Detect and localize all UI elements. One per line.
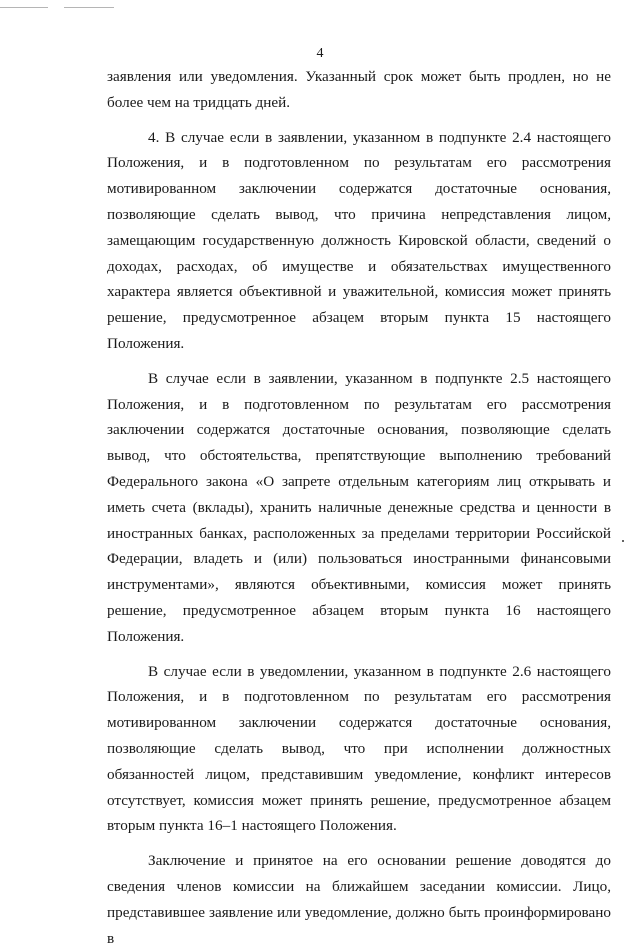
paragraph-conclusion: Заключение и принятое на его основании решение доводятся до сведения членов комиссии на ближайшем заседании комиссии. Лицо, представившее заявление или уведомление, должно быть проинформировано в: [107, 852, 611, 947]
paragraph-subitem-2-6: В случае если в уведомлении, указанном в подпункте 2.6 настоящего Положения, и в подготовленном по результатам его рассмотрения мотивированном заключении содержатся достаточные основания, позволяющие сделать вывод, что при исполнении должностных обязанностей лицом, представившим уведомление, конфликт интересов отсутствует, комиссия может принять решение, предусмотренное абзацем вторым пункта 16–1 настоящего Положения.: [107, 662, 611, 835]
page-number: 4: [316, 46, 324, 61]
paragraph-continuation: заявления или уведомления. Указанный срок может быть продлен, но не более чем на тридцать дней.: [107, 68, 611, 111]
paragraph-item-4: 4. В случае если в заявлении, указанном в подпункте 2.4 настоящего Положения, и в подготовленном по результатам его рассмотрения мотивированном заключении содержатся достаточные основания, позволяющие сделать вывод, что причина непредставления лицом, замещающим государственную должность Кировской области, сведений о доходах, расходах, об имуществе и обязательствах имущественного характера является объективной и уважительной, комиссия может принять решение, предусмотренное абзацем вторым пункта 15 настоящего Положения.: [107, 128, 611, 352]
paragraph-subitem-2-5: В случае если в заявлении, указанном в подпункте 2.5 настоящего Положения, и в подготовленном по результатам его рассмотрения заключении содержатся достаточные основания, позволяющие сделать вывод, что обстоятельства, препятствующие выполнению требований Федерального закона «О запрете отдельным категориям лиц открывать и иметь счета (вклады), хранить наличные денежные средства и ценности в иностранных банках, расположенных за пределами территории Российской Федерации, владеть и (или) пользоваться иностранными финансовыми инструментами», являются объективными, комиссия может принять решение, предусмотренное абзацем вторым пункта 16 настоящего Положения.: [107, 369, 611, 645]
scan-artifact-line: [64, 7, 114, 8]
document-body: [107, 64, 611, 951]
scan-artifact-dot: [622, 540, 624, 542]
scan-artifact-line: [0, 7, 48, 8]
